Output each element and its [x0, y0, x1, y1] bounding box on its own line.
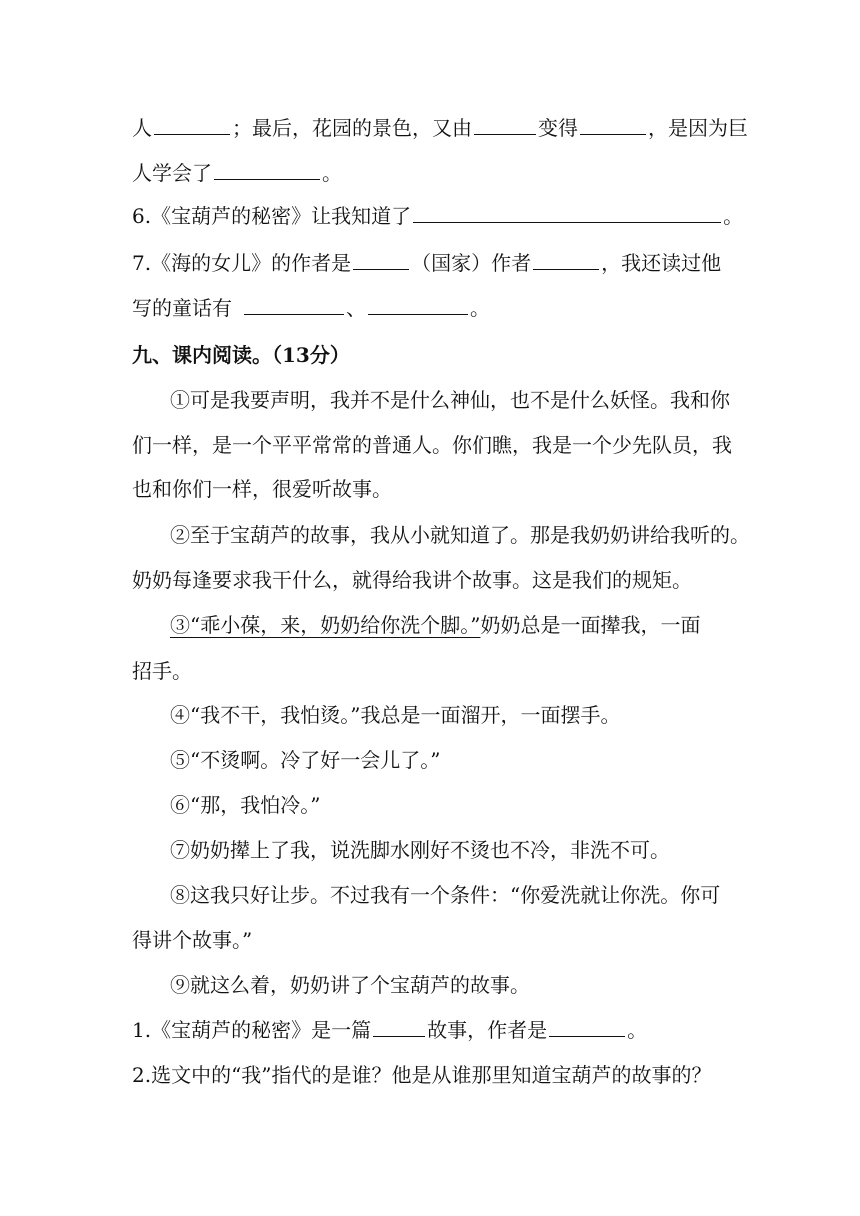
answer-blank[interactable]: [474, 114, 536, 135]
answer-blank[interactable]: [368, 294, 468, 315]
answer-blank[interactable]: [154, 114, 230, 135]
answer-blank[interactable]: [353, 249, 409, 270]
passage-line: ⑨就这么着，奶奶讲了个宝葫芦的故事。: [170, 973, 530, 997]
answer-blank[interactable]: [413, 202, 721, 223]
text-segment: 人学会了: [132, 161, 212, 185]
passage-line: ④“我不干，我怕烫。”我总是一面溜开，一面摆手。: [170, 703, 621, 727]
passage-line: 奶奶每逢要求我干什么，就得给我讲个故事。这是我们的规矩。: [132, 568, 692, 592]
question-6: [132, 201, 744, 231]
text-segment: ，我还读过他: [601, 251, 722, 275]
question-7-continued: [132, 293, 732, 323]
passage-line: ①可是我要声明，我并不是什么神仙，也不是什么妖怪。我和你: [170, 388, 730, 412]
text-segment: 奶奶总是一面撵我，一面: [480, 613, 701, 637]
text-segment: 7.《海的女儿》的作者是: [132, 251, 352, 275]
answer-blank[interactable]: [214, 159, 320, 180]
text-segment: 、: [346, 296, 366, 320]
passage-line: 们一样，是一个平平常常的普通人。你们瞧，我是一个少先队员，我: [132, 433, 732, 457]
fill-line-1: [132, 113, 748, 143]
passage-line: ⑧这我只好让步。不过我有一个条件：“你爱洗就让你洗。你可: [170, 883, 721, 907]
answer-blank[interactable]: [244, 294, 344, 315]
section-heading: 九、课内阅读。（13分）: [132, 343, 350, 367]
text-segment: ，是因为巨: [648, 116, 748, 140]
passage-line: 也和你们一样，很爱听故事。: [132, 477, 392, 501]
passage-line: ⑦奶奶撵上了我，说洗脚水刚好不烫也不冷，非洗不可。: [170, 838, 670, 862]
text-segment: 变得: [538, 116, 578, 140]
passage-line: [170, 610, 770, 640]
passage-line: ②至于宝葫芦的故事，我从小就知道了。那是我奶奶讲给我听的。: [170, 523, 750, 547]
text-segment: 。: [723, 204, 744, 228]
passage-line: 得讲个故事。”: [132, 928, 253, 952]
text-segment: 写的童话有: [132, 296, 232, 320]
answer-blank[interactable]: [549, 1016, 625, 1037]
text-segment: 1.《宝葫芦的秘密》是一篇: [132, 1018, 372, 1042]
passage-line: ⑤“不烫啊。冷了好一会儿了。”: [170, 748, 441, 772]
fill-line-2: [132, 158, 732, 188]
text-segment: 6.《宝葫芦的秘密》让我知道了: [132, 204, 412, 228]
passage-line: ⑥“那，我怕冷。”: [170, 793, 321, 817]
text-segment: 。: [627, 1018, 648, 1042]
answer-blank[interactable]: [580, 114, 646, 135]
text-segment: 。: [470, 296, 490, 320]
text-segment: （国家）作者: [411, 251, 532, 275]
underlined-sentence: ③“乖小葆，来，奶奶给你洗个脚。”: [170, 613, 481, 637]
reading-question-1: [132, 1015, 732, 1045]
text-segment: ；最后，花园的景色，又由: [232, 116, 472, 140]
answer-blank[interactable]: [533, 249, 599, 270]
text-segment: 故事，作者是: [427, 1018, 548, 1042]
question-7: [132, 248, 732, 278]
reading-question-2: 2.选文中的“我”指代的是谁？他是从谁那里知道宝葫芦的故事的？: [132, 1063, 712, 1087]
answer-blank[interactable]: [373, 1016, 425, 1037]
text-segment: 人: [132, 116, 152, 140]
text-segment: 。: [322, 161, 342, 185]
passage-line: 招手。: [132, 659, 192, 683]
